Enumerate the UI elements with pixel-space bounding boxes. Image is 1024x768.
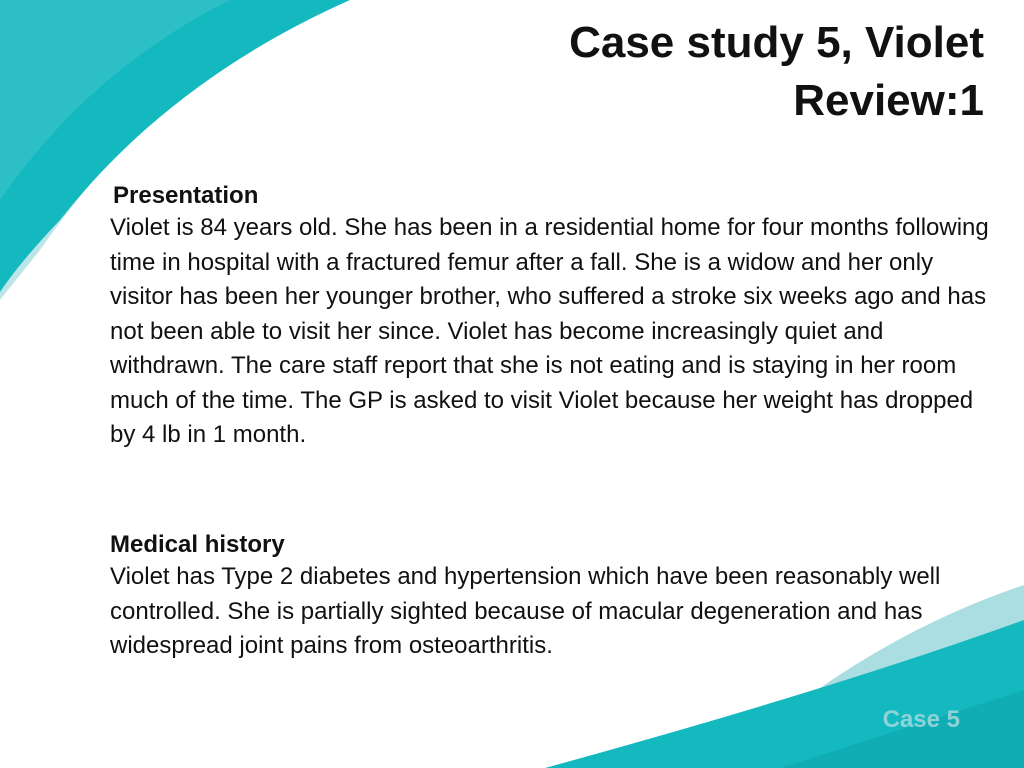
slide-title (569, 14, 984, 130)
presentation-heading: Presentation (113, 182, 259, 209)
presentation-section (110, 181, 990, 453)
slide-title-line-2: Review:1 (793, 76, 984, 125)
medical-history-body: Violet has Type 2 diabetes and hypertension which have been reasonably well controlled. She is partially sighted because of macular degeneration and has widespread joint pains from osteoarthritis. (110, 563, 941, 659)
medical-history-section (110, 530, 990, 664)
medical-history-heading: Medical history (110, 531, 285, 558)
slide-title-line-1: Case study 5, Violet (569, 18, 984, 67)
presentation-body: Violet is 84 years old. She has been in a residential home for four months following time in hospital with a fractured femur after a fall. She is a widow and her only visitor has been her younger brother, who suffered a stroke six weeks ago and has not been able to visit her since. Violet has become increasingly quiet and withdrawn. The care staff report that she is not eating and is staying in her room much of the time. The GP is asked to visit Violet because her weight has dropped by 4 lb in 1 month. (110, 214, 989, 448)
case-footer-label: Case 5 (882, 706, 960, 733)
